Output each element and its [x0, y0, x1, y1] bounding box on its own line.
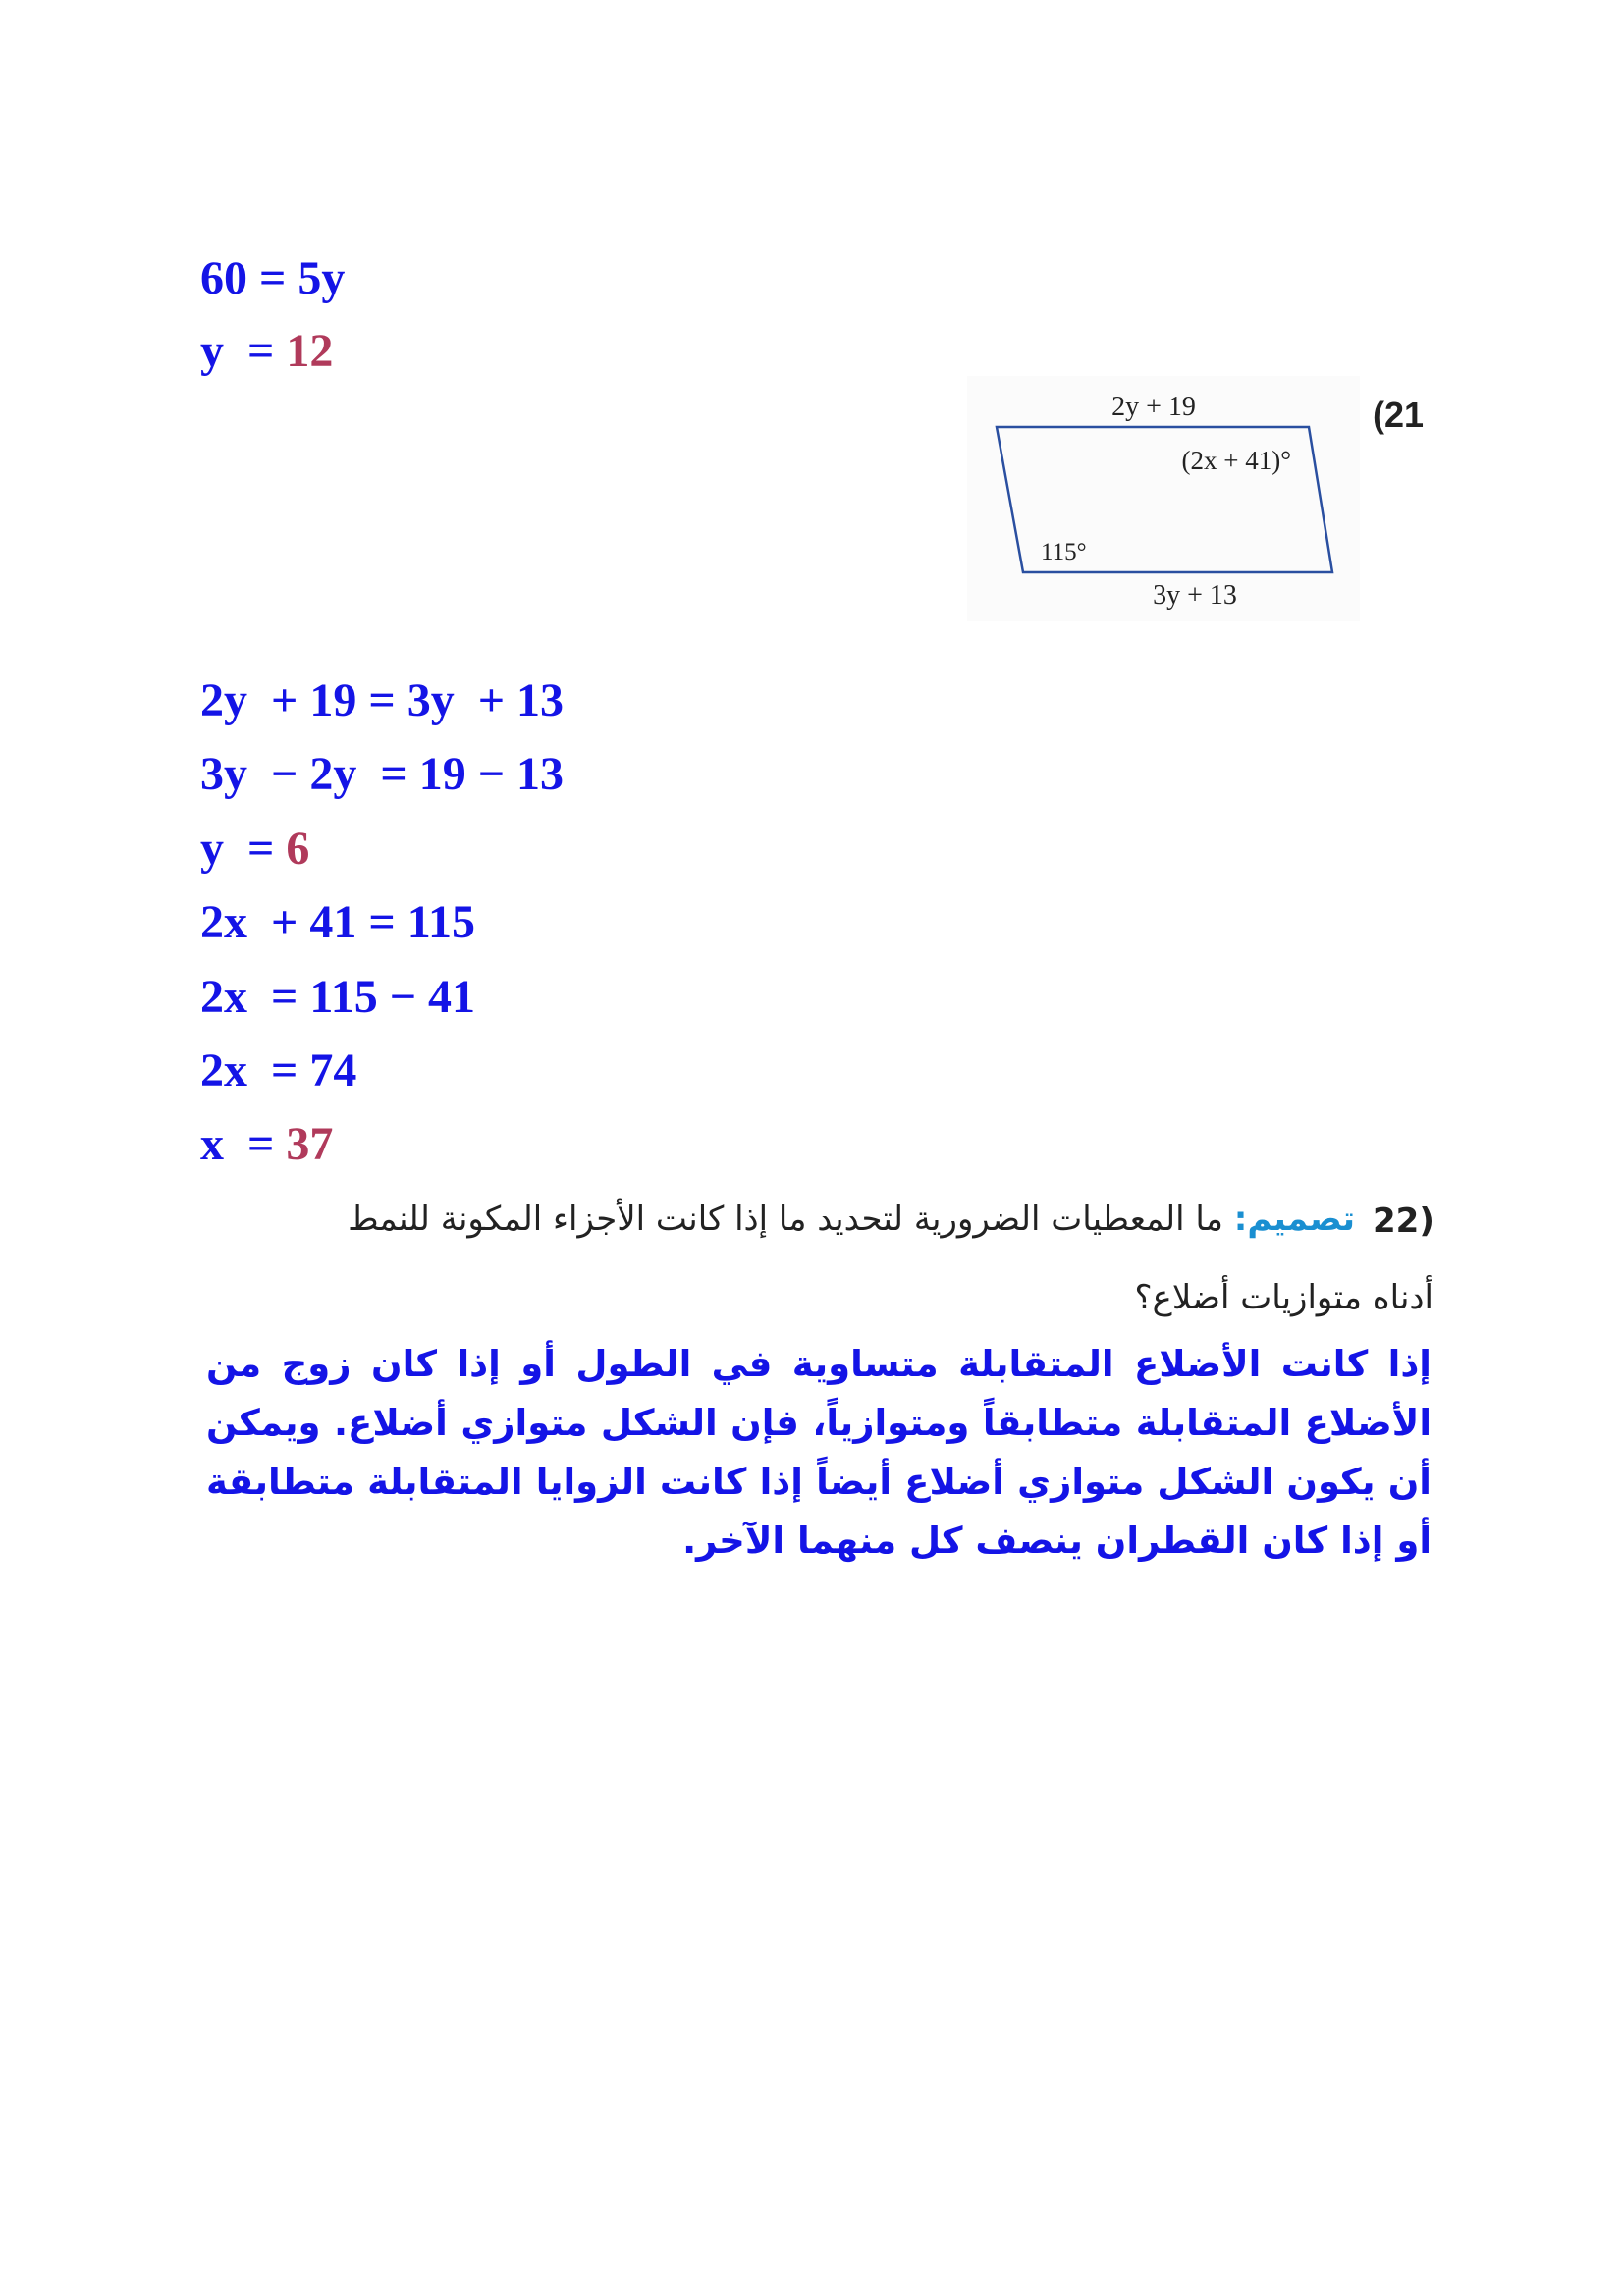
equation-line: 2x = 115 − 41 [200, 971, 476, 1023]
answer-value: 12 [286, 325, 334, 377]
equation-line: 2x = 74 [200, 1044, 357, 1096]
equation-line: 2y + 19 = 3y + 13 [200, 674, 565, 726]
top-side-label: 2y + 19 [1111, 392, 1196, 422]
parallelogram-figure [967, 376, 1360, 621]
problem-22-number: 22) [1373, 1201, 1434, 1241]
problem-22-answer: إذا كانت الأضلاع المتقابلة متساوية في الطول أو إذا كان زوج من الأضلاع المتقابلة متطابقاً ومتوازياً، فإن الشكل متوازي أضلاع. ويمكن أن يكون الشكل متوازي أضلاع أيضاً إذا كانت الزوايا المتقابلة متطابقة أو إذا كان القطران ينصف كل منهما الآخر. [206, 1343, 1432, 1562]
problem-21-number: (21 [1373, 395, 1425, 435]
problem-22-question-line2: أدناه متوازيات أضلاع؟ [1134, 1278, 1434, 1317]
problem-22-question-line1: تصميم: ما المعطيات الضرورية لتحديد ما إذا كانت الأجزاء المكونة للنمط [348, 1200, 1355, 1239]
equation-line: y = 12 [200, 325, 334, 377]
answer-value: 6 [286, 823, 310, 875]
angle-bottom-left-label: 115° [1041, 539, 1087, 565]
equation-line: 60 = 5y [200, 252, 346, 304]
equation-line: x = 37 [200, 1118, 334, 1170]
angle-top-right-label: (2x + 41)° [1181, 446, 1291, 475]
equation-line: 3y − 2y = 19 − 13 [200, 748, 565, 800]
bottom-side-label: 3y + 13 [1153, 580, 1237, 611]
answer-value: 37 [286, 1118, 334, 1170]
equation-line: y = 6 [200, 823, 310, 875]
design-label: تصميم: [1233, 1200, 1355, 1239]
equation-line: 2x + 41 = 115 [200, 896, 476, 948]
